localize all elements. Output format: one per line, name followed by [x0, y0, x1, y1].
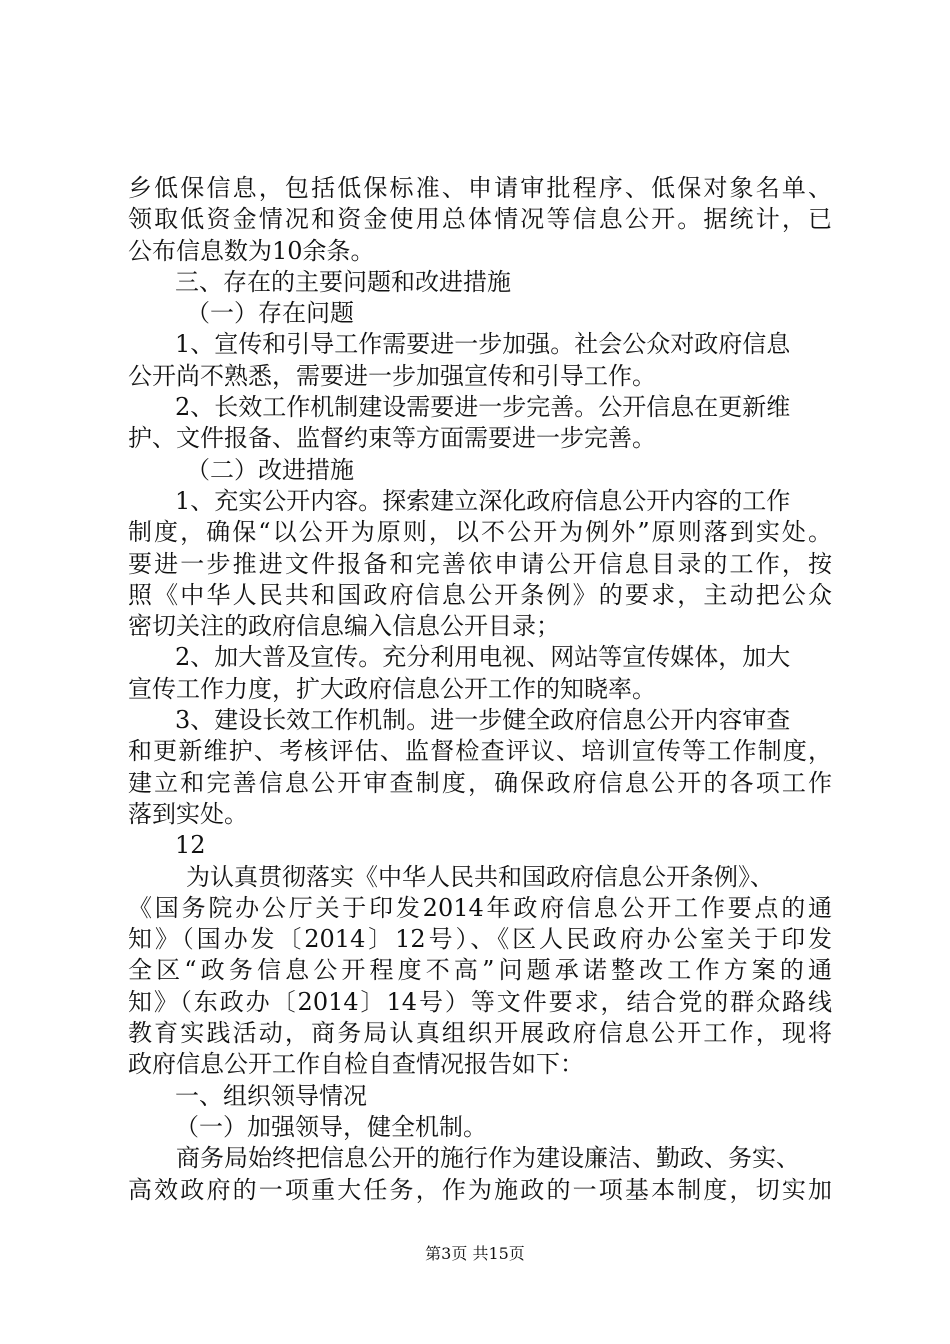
- text-line: 2、加大普及宣传。充分利用电视、网站等宣传媒体，加大: [175, 643, 791, 672]
- text-line: 要进一步推进文件报备和完善依申请公开信息目录的工作，按: [128, 549, 832, 578]
- text-line: 知》（国办发〔2014〕12号）、《区人民政府办公室关于印发: [128, 925, 832, 954]
- text-line: 和更新维护、考核评估、监督检查评议、培训宣传等工作制度，: [128, 737, 832, 766]
- text-line: 密切关注的政府信息编入信息公开目录；: [128, 612, 560, 641]
- page-footer: 第3页 共15页: [425, 1244, 525, 1263]
- text-line: 护、文件报备、监督约束等方面需要进一步完善。: [128, 424, 656, 453]
- text-line: 教育实践活动，商务局认真组织开展政府信息公开工作，现将: [128, 1019, 832, 1048]
- text-line: 12: [175, 831, 206, 860]
- text-line: 1、宣传和引导工作需要进一步加强。社会公众对政府信息: [175, 330, 791, 359]
- text-line: 知》（东政办〔2014〕14号）等文件要求，结合党的群众路线: [128, 987, 832, 1016]
- text-line: 一、组织领导情况: [175, 1081, 367, 1110]
- text-line: 照《中华人民共和国政府信息公开条例》的要求，主动把公众: [128, 580, 832, 609]
- text-line: 公开尚不熟悉，需要进一步加强宣传和引导工作。: [128, 361, 656, 390]
- text-line: 1、充实公开内容。探索建立深化政府信息公开内容的工作: [175, 486, 791, 515]
- text-line: （一）存在问题: [186, 299, 354, 328]
- text-line: （二）改进措施: [186, 455, 354, 484]
- text-line: 为认真贯彻落实《中华人民共和国政府信息公开条例》、: [186, 862, 774, 891]
- text-line: 《国务院办公厅关于印发2014年政府信息公开工作要点的通: [128, 893, 832, 922]
- text-line: 公布信息数为10余条。: [128, 236, 375, 265]
- text-line: 落到实处。: [128, 799, 248, 828]
- text-line: 领取低资金情况和资金使用总体情况等信息公开。据统计，已: [128, 205, 832, 234]
- text-line: 2、长效工作机制建设需要进一步完善。公开信息在更新维: [175, 393, 791, 422]
- text-line: 建立和完善信息公开审查制度，确保政府信息公开的各项工作: [128, 768, 832, 797]
- text-line: 三、存在的主要问题和改进措施: [175, 267, 511, 296]
- text-line: （一）加强领导，健全机制。: [175, 1112, 487, 1141]
- text-line: 乡低保信息，包括低保标准、申请审批程序、低保对象名单、: [128, 174, 832, 202]
- text-line: 制度，确保“以公开为原则，以不公开为例外”原则落到实处。: [128, 518, 832, 547]
- text-line: 宣传工作力度，扩大政府信息公开工作的知晓率。: [128, 674, 656, 703]
- text-line: 政府信息公开工作自检自查情况报告如下：: [128, 1050, 584, 1079]
- text-line: 商务局始终把信息公开的施行作为建设廉洁、勤政、务实、: [176, 1144, 800, 1173]
- text-line: 高效政府的一项重大任务，作为施政的一项基本制度，切实加: [128, 1175, 832, 1204]
- document-body: [128, 173, 832, 1206]
- text-line: 全区“政务信息公开程度不高”问题承诺整改工作方案的通: [128, 956, 832, 985]
- text-line: 3、建设长效工作机制。进一步健全政府信息公开内容审查: [175, 706, 791, 735]
